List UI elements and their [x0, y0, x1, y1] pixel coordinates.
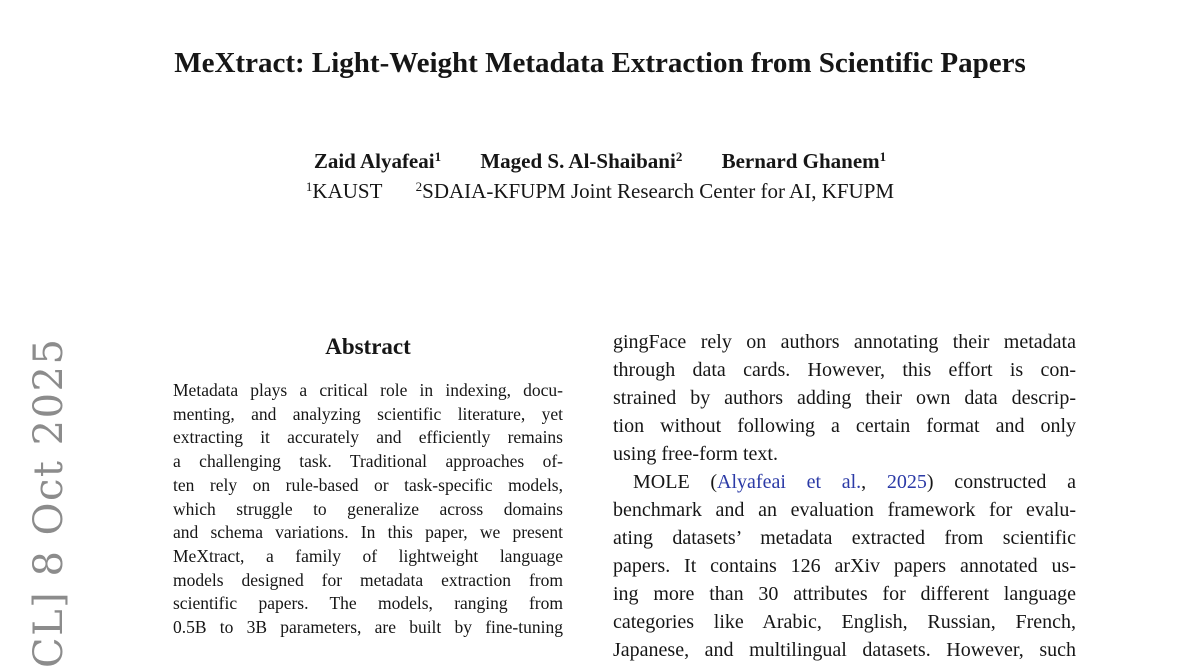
affiliation-name: KAUST — [312, 179, 383, 203]
text-line — [173, 426, 563, 450]
text-line — [613, 384, 1076, 412]
arxiv-watermark: CL] 8 Oct 2025 — [26, 337, 72, 668]
author-affiliation-superscript: 2 — [675, 149, 683, 164]
author — [480, 149, 682, 173]
text-segment: extracting it accurately and efficiently remains — [173, 427, 563, 448]
text-segment: categories like Arabic, English, Russian, French, — [613, 611, 1076, 633]
text-segment: Japanese, and multilingual datasets. However, such — [613, 639, 1076, 661]
abstract-section — [173, 334, 563, 640]
text-line — [173, 379, 563, 403]
text-line — [613, 328, 1076, 356]
text-segment: strained by authors adding their own data descrip- — [613, 387, 1076, 409]
text-line — [613, 524, 1076, 552]
author — [314, 149, 441, 173]
authors-line — [0, 146, 1200, 176]
affiliation — [306, 179, 383, 203]
affiliation — [416, 179, 894, 203]
text-line — [613, 468, 1076, 496]
text-segment: benchmark and an evaluation framework for evalu- — [613, 499, 1076, 521]
text-line — [613, 440, 1076, 468]
text-segment: tion without following a certain format and only — [613, 415, 1076, 437]
author-affiliation-superscript: 1 — [879, 149, 887, 164]
text-line — [173, 474, 563, 498]
author-name: Maged S. Al-Shaibani — [480, 149, 676, 173]
text-segment: MeXtract, a family of lightweight language — [173, 545, 563, 566]
affiliation-superscript: 2 — [415, 179, 423, 194]
abstract-body — [173, 379, 563, 640]
text-segment: a challenging task. Traditional approaches of- — [173, 451, 563, 472]
text-segment: models designed for metadata extraction from — [173, 569, 563, 590]
text-line — [613, 636, 1076, 664]
text-segment: ating datasets’ metadata extracted from scientific — [613, 527, 1076, 549]
text-line — [613, 580, 1076, 608]
affiliation-superscript: 1 — [305, 179, 313, 194]
text-line — [613, 552, 1076, 580]
text-line — [173, 521, 563, 545]
text-line — [173, 592, 563, 616]
text-segment: MOLE ( — [633, 471, 718, 493]
text-segment: menting, and analyzing scientific literature, yet — [173, 403, 563, 424]
affiliations-line — [0, 176, 1200, 206]
citation-link[interactable]: Alyafeai et al. — [717, 471, 862, 493]
text-segment: through data cards. However, this effort is con- — [613, 359, 1076, 381]
text-segment: ten rely on rule-based or task-specific models, — [173, 474, 563, 495]
body-text-column — [613, 328, 1076, 664]
text-segment: Metadata plays a critical role in indexing, docu- — [173, 380, 563, 400]
text-segment: which struggle to generalize across domains — [173, 498, 563, 519]
text-segment: gingFace rely on authors annotating their metadata — [613, 331, 1076, 353]
text-line — [173, 616, 563, 640]
text-segment: 0.5B to 3B parameters, are built by fine-tuning — [173, 617, 563, 638]
text-segment: scientific papers. The models, ranging from — [173, 593, 563, 614]
author-name: Zaid Alyafeai — [313, 149, 435, 173]
text-segment: using free-form text. — [613, 443, 778, 465]
text-line — [173, 498, 563, 522]
text-line — [173, 403, 563, 427]
paper-title: MeXtract: Light-Weight Metadata Extraction from Scientific Papers — [174, 47, 1026, 79]
text-segment: ing more than 30 attributes for different language — [613, 583, 1076, 605]
text-line — [613, 496, 1076, 524]
text-line — [173, 569, 563, 593]
abstract-heading: Abstract — [325, 334, 411, 359]
text-line — [613, 412, 1076, 440]
text-line — [613, 356, 1076, 384]
text-line — [173, 450, 563, 474]
author-name: Bernard Ghanem — [721, 149, 880, 173]
text-segment: , — [861, 471, 887, 493]
affiliation-name: SDAIA-KFUPM Joint Research Center for AI, KFUPM — [422, 179, 895, 203]
citation-link[interactable]: 2025 — [886, 471, 927, 493]
author-affiliation-superscript: 1 — [434, 149, 442, 164]
text-line — [173, 545, 563, 569]
text-segment: and schema variations. In this paper, we present — [173, 522, 563, 543]
text-segment: ) constructed a — [926, 471, 1076, 493]
author — [722, 149, 887, 173]
text-segment: papers. It contains 126 arXiv papers annotated us- — [613, 555, 1076, 577]
text-line — [613, 608, 1076, 636]
